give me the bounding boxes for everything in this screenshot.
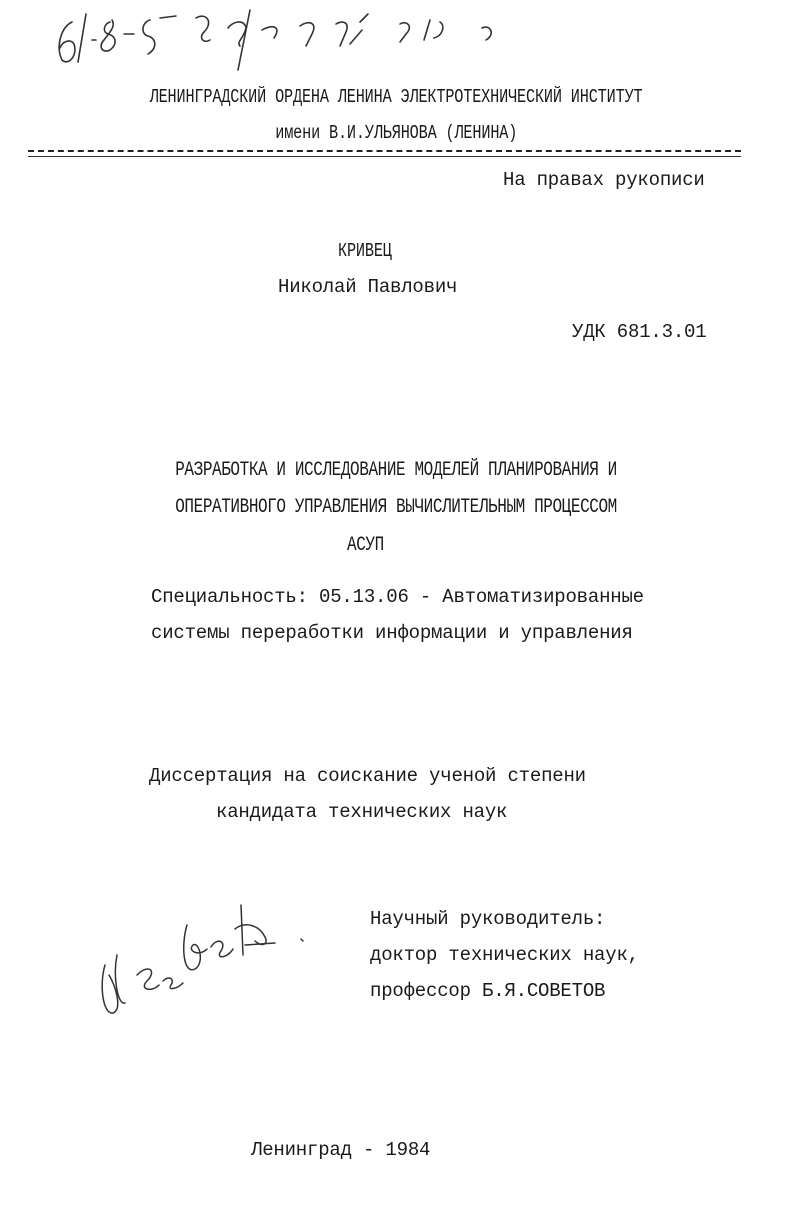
degree-line2: кандидата технических наук: [216, 801, 508, 823]
udc-code: УДК 681.3.01: [572, 321, 707, 343]
institute-name-line2: имени В.И.УЛЬЯНОВА (ЛЕНИНА): [275, 122, 518, 144]
header-divider: [28, 150, 741, 152]
thesis-title-line3: АСУП: [347, 534, 384, 557]
header-divider-underline: [28, 156, 741, 157]
specialty-line1: Специальность: 05.13.06 - Автоматизированные: [151, 586, 644, 608]
institute-name-line1: ЛЕНИНГРАДСКИЙ ОРДЕНА ЛЕНИНА ЭЛЕКТРОТЕХНИЧЕСКИЙ ИНСТИТУТ: [150, 86, 643, 108]
author-surname: КРИВЕЦ: [338, 240, 392, 262]
handwritten-signature: [95, 885, 315, 1045]
degree-line1: Диссертация на соискание ученой степени: [149, 765, 586, 787]
thesis-title-line2: ОПЕРАТИВНОГО УПРАВЛЕНИЯ ВЫЧИСЛИТЕЛЬНЫМ ПРОЦЕССОМ: [175, 496, 618, 519]
specialty-line2: системы переработки информации и управления: [151, 622, 633, 644]
advisor-degree: доктор технических наук,: [370, 944, 639, 966]
advisor-label: Научный руководитель:: [370, 908, 606, 930]
author-given-names: Николай Павлович: [278, 276, 458, 298]
advisor-name: профессор Б.Я.СОВЕТОВ: [370, 980, 606, 1002]
thesis-title-line1: РАЗРАБОТКА И ИССЛЕДОВАНИЕ МОДЕЛЕЙ ПЛАНИРОВАНИЯ И: [175, 459, 618, 482]
place-and-year: Ленинград - 1984: [251, 1139, 431, 1161]
manuscript-rights: На правах рукописи: [503, 169, 705, 191]
